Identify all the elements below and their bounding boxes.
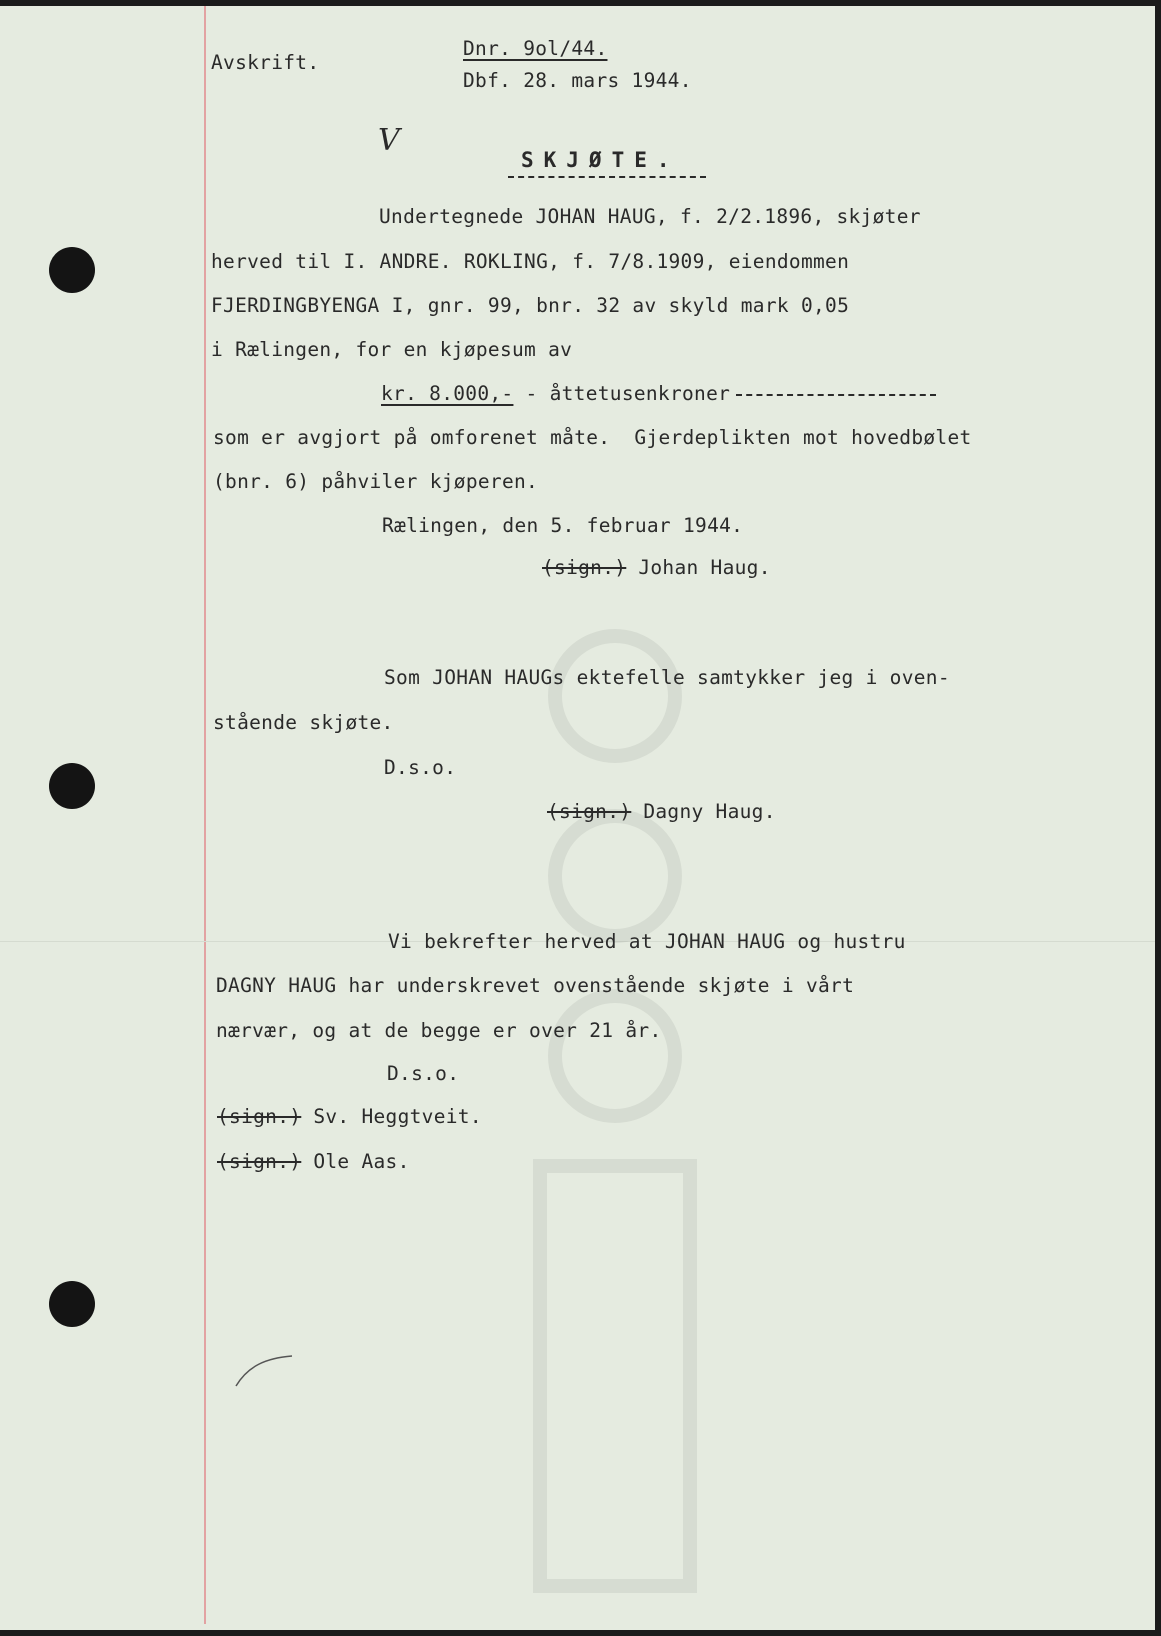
witness-heggtveit — [217, 1107, 482, 1127]
confirmation-line3: nærvær, og at de begge er over 21 år. — [216, 1019, 662, 1042]
consent-line2: stående skjøte. — [213, 711, 394, 734]
confirmation-line2: DAGNY HAUG har underskrevet ovenstående skjøte i vårt — [216, 974, 855, 997]
confirmation-line1: Vi bekrefter herved at JOHAN HAUG og hustru — [388, 930, 906, 953]
dso-1: D.s.o. — [384, 756, 457, 779]
amount-text: - åttetusenkroner — [513, 382, 731, 405]
dbf-date: Dbf. 28. mars 1944. — [463, 69, 692, 92]
amount-dash-fill — [736, 394, 936, 396]
paragraph1-line3: FJERDINGBYENGA I, gnr. 99, bnr. 32 av skyld mark 0,05 — [211, 294, 850, 317]
title-underline — [508, 176, 706, 178]
signer-name: Dagny Haug. — [631, 800, 776, 823]
signature-johan — [542, 558, 771, 578]
paragraph1-cont-line1: som er avgjort på omforenet måte. Gjerdeplikten mot hovedbølet — [213, 426, 972, 449]
document-page — [0, 6, 1155, 1630]
sign-prefix: (sign.) — [542, 556, 627, 579]
avskrift-label: Avskrift. — [211, 51, 320, 74]
witness-aas — [217, 1152, 410, 1172]
amount-value: kr. 8.000,- — [381, 382, 514, 405]
dso-2: D.s.o. — [387, 1062, 460, 1085]
paragraph1-line1: Undertegnede JOHAN HAUG, f. 2/2.1896, skjøter — [379, 205, 921, 228]
punch-hole-middle — [49, 763, 95, 809]
signer-name: Johan Haug. — [626, 556, 771, 579]
dnr-number: Dnr. 9ol/44. — [463, 37, 608, 60]
witness-name: Ole Aas. — [301, 1150, 410, 1173]
paragraph1-cont-line2: (bnr. 6) påhviler kjøperen. — [213, 470, 539, 493]
margin-line — [204, 6, 206, 1624]
faint-stamp-watermark — [480, 546, 750, 1626]
witness-name: Sv. Heggtveit. — [301, 1105, 482, 1128]
signature-dagny — [547, 802, 776, 822]
paragraph1-line2: herved til I. ANDRE. ROKLING, f. 7/8.1909, eiendommen — [211, 250, 850, 273]
document-title: SKJØTE. — [521, 148, 680, 172]
amount-line — [381, 384, 936, 404]
punch-hole-bottom — [49, 1281, 95, 1327]
handwritten-tick: V — [378, 123, 400, 158]
pencil-mark — [232, 1352, 298, 1392]
paragraph1-line4: i Rælingen, for en kjøpesum av — [211, 338, 573, 361]
sign-prefix: (sign.) — [217, 1150, 302, 1173]
sign-prefix: (sign.) — [547, 800, 632, 823]
consent-line1: Som JOHAN HAUGs ektefelle samtykker jeg i oven- — [384, 666, 950, 689]
punch-hole-top — [49, 247, 95, 293]
sign-prefix: (sign.) — [217, 1105, 302, 1128]
place-date: Rælingen, den 5. februar 1944. — [382, 514, 744, 537]
